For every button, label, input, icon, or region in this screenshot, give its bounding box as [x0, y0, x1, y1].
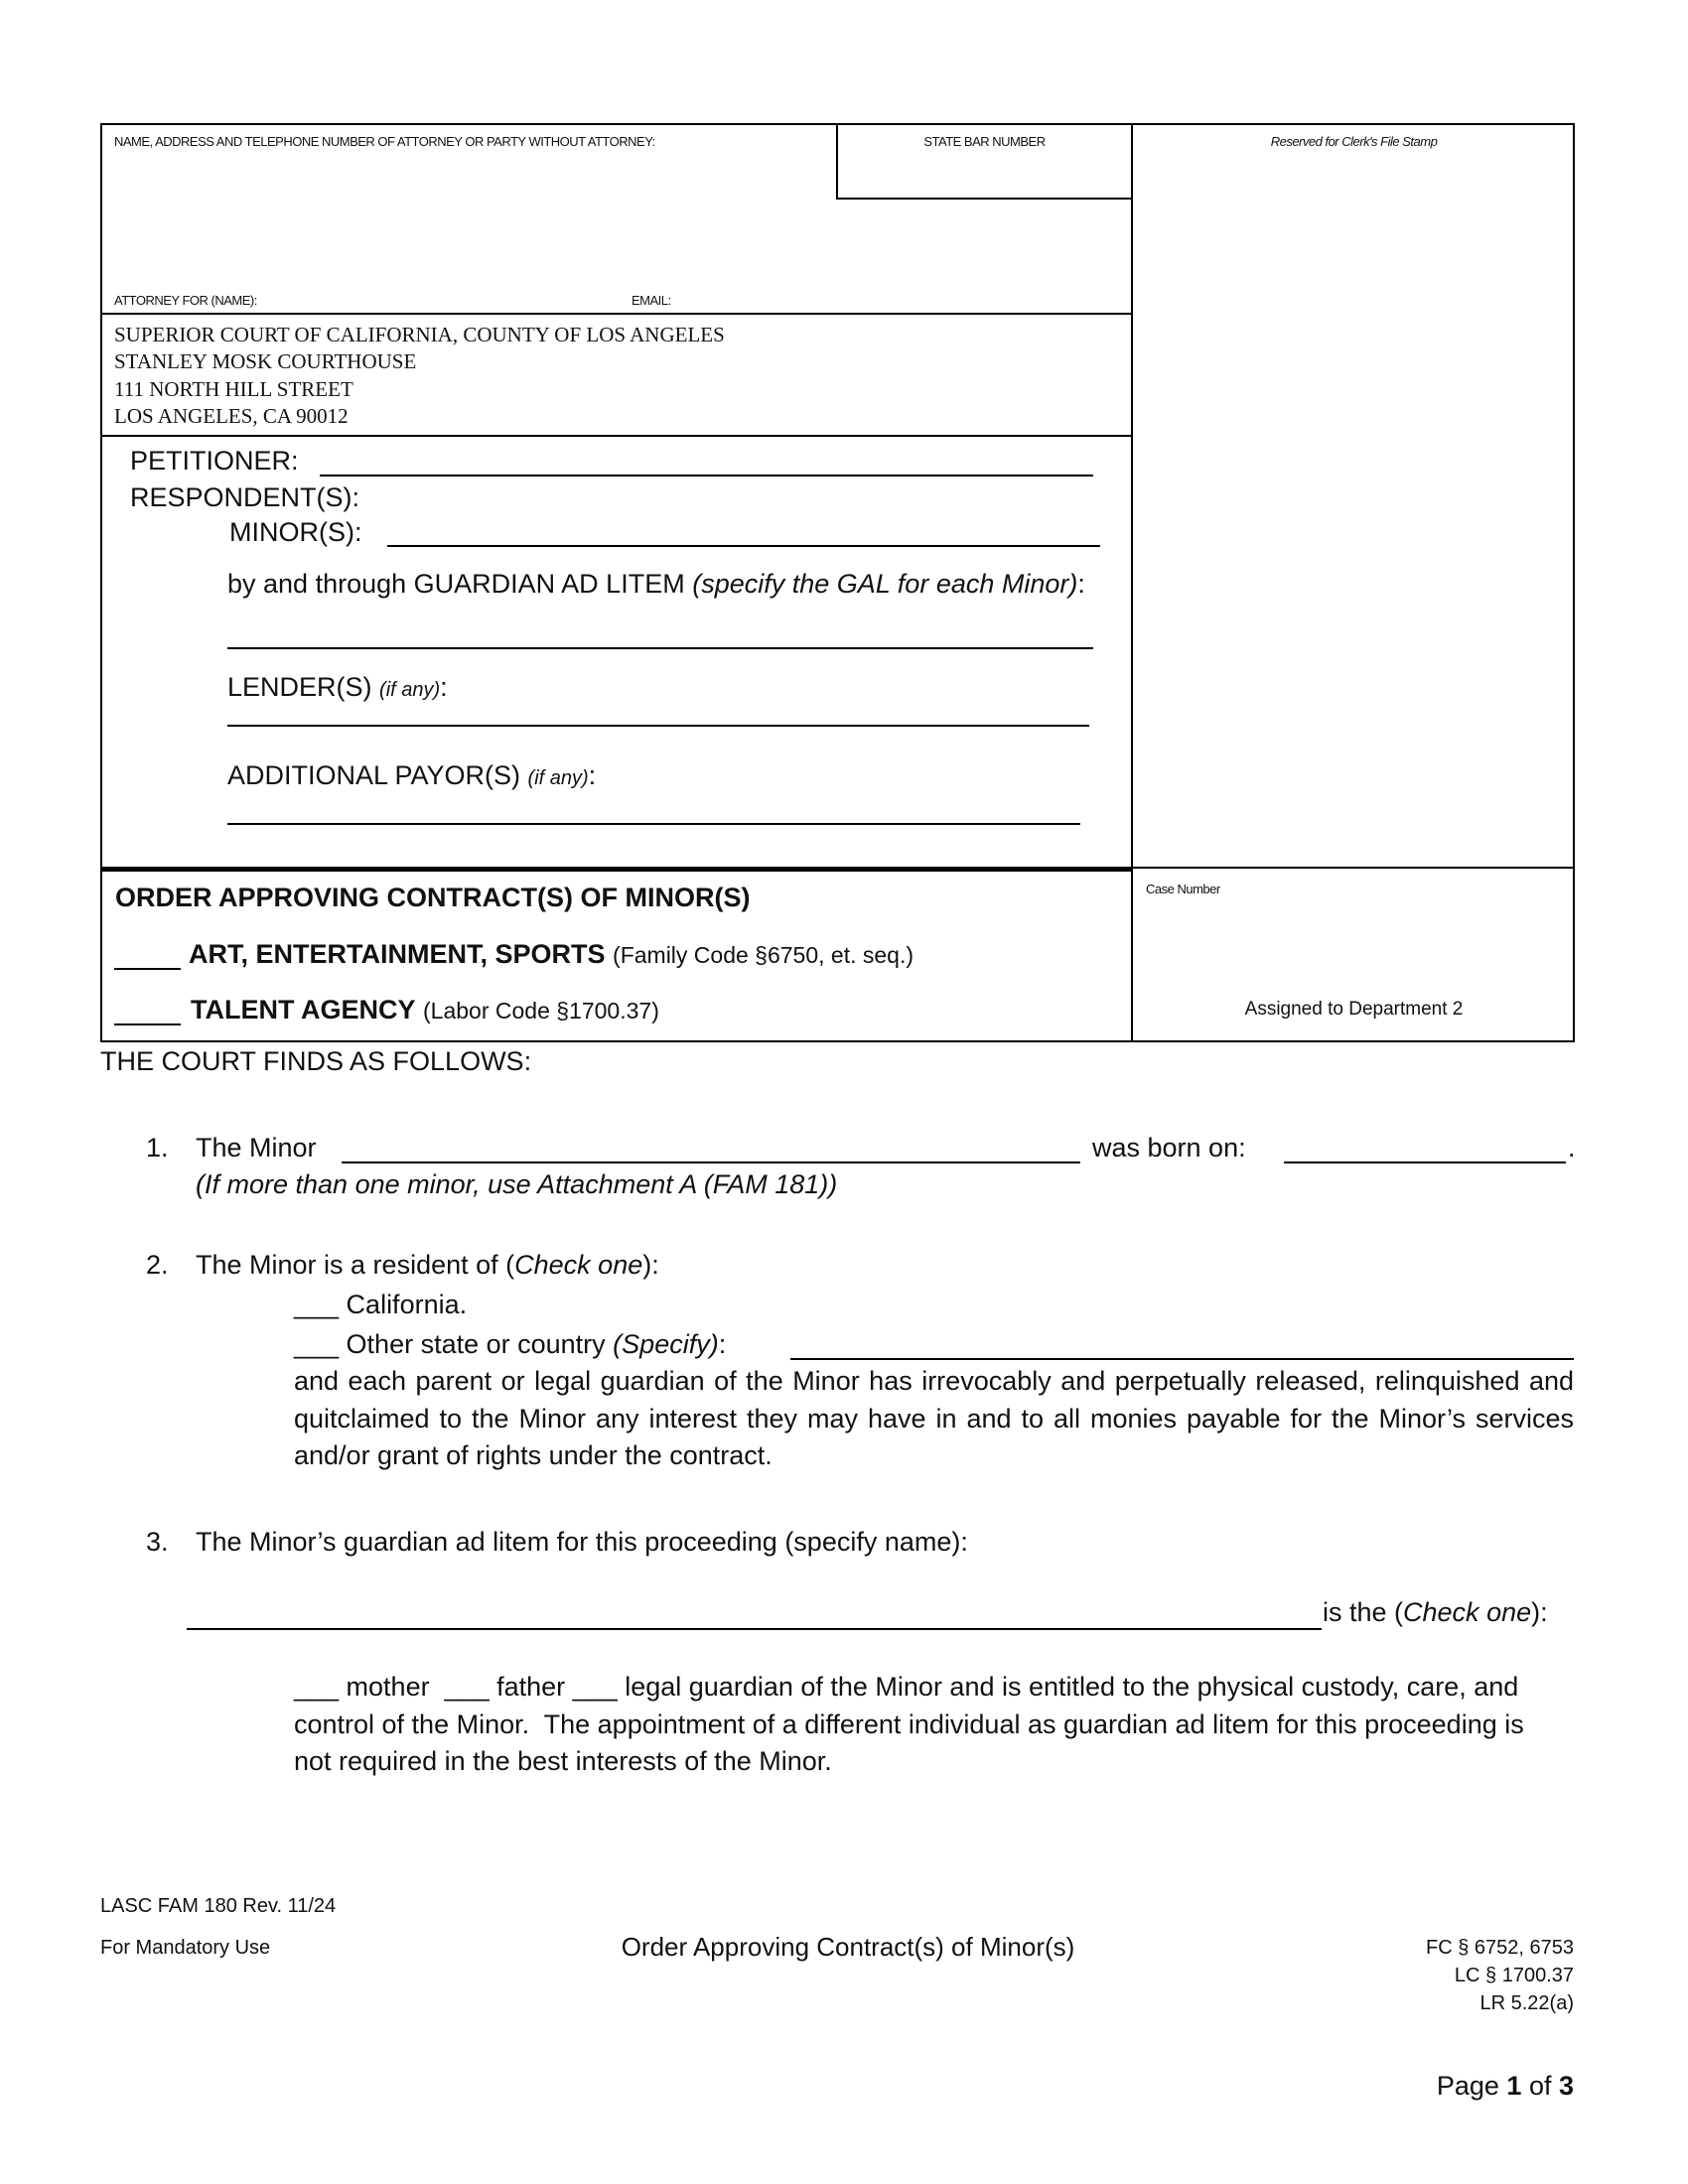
item-1-note: (If more than one minor, use Attachment A (FAM 181)) [196, 1169, 838, 1199]
payors-label [227, 759, 596, 794]
current-page: 1 [1506, 2071, 1522, 2101]
attorney-label: NAME, ADDRESS AND TELEPHONE NUMBER OF ATTORNEY OR PARTY WITHOUT ATTORNEY: [114, 134, 655, 149]
divider [1131, 867, 1575, 869]
payors-field[interactable] [227, 823, 1080, 825]
colon: : [440, 672, 448, 702]
page-label: Page [1436, 2071, 1507, 2101]
item-3-text: The Minor’s guardian ad litem for this proceeding (specify name): [196, 1527, 968, 1557]
art-option [189, 938, 914, 971]
close: ): [1531, 1597, 1548, 1627]
petitioner-label: PETITIONER: [130, 446, 299, 476]
lenders-text: LENDER(S) [227, 672, 380, 702]
attorney-for-label: ATTORNEY FOR (NAME): [114, 293, 257, 308]
lenders-label [227, 671, 448, 706]
assigned-department: Assigned to Department 2 [1244, 999, 1464, 1020]
art-checkbox[interactable] [114, 968, 181, 970]
item-1-number: 1. [146, 1133, 169, 1162]
item-3-number: 3. [146, 1527, 169, 1557]
courthouse: STANLEY MOSK COURTHOUSE [114, 349, 417, 373]
specify-note: (Specify) [613, 1329, 719, 1359]
form-title: ORDER APPROVING CONTRACT(S) OF MINOR(S) [115, 883, 751, 912]
gal-name-field[interactable] [187, 1628, 1322, 1630]
gal-field[interactable] [227, 647, 1093, 649]
footer-title: Order Approving Contract(s) of Minor(s) [621, 1932, 1075, 1962]
birth-date-field[interactable] [1284, 1161, 1566, 1163]
period: . [1568, 1133, 1576, 1162]
item-3-paragraph: ___ mother ___ father ___ legal guardian of the Minor and is entitled to the physical custody, care, and control of the Minor. The appointment of a different individual as guardian ad litem for this proceeding is not required in the best interests of the Minor. [294, 1672, 1532, 1776]
of-label: of [1521, 2071, 1559, 2101]
other-state-label: ___ Other state or country [294, 1329, 614, 1359]
born-on-label: was born on: [1092, 1133, 1246, 1162]
divider [100, 435, 1133, 437]
other-state-option[interactable]: ___ Other state or country (Specify): [294, 1329, 727, 1359]
mandatory-use: For Mandatory Use [100, 1937, 271, 1959]
respondents-label: RESPONDENT(S): [130, 482, 360, 512]
email-label: EMAIL: [632, 293, 671, 308]
form-id: LASC FAM 180 Rev. 11/24 [100, 1895, 337, 1917]
lenders-note: (if any) [379, 679, 441, 701]
lenders-field[interactable] [227, 725, 1089, 727]
art-label: ART, ENTERTAINMENT, SPORTS [189, 939, 606, 969]
ref-fc: FC § 6752, 6753 [1426, 1937, 1574, 1959]
gal-text: by and through GUARDIAN AD LITEM [227, 569, 693, 599]
divider [100, 313, 1133, 315]
talent-label: TALENT AGENCY [191, 995, 416, 1024]
colon: : [588, 760, 597, 790]
check-one: Check one [1403, 1597, 1532, 1627]
divider [100, 867, 1133, 872]
item-2-b: ): [642, 1250, 659, 1280]
court-street: 111 NORTH HILL STREET [114, 377, 353, 401]
item-2-text [196, 1249, 659, 1281]
case-number-label: Case Number [1146, 882, 1220, 896]
state-bar-label: STATE BAR NUMBER [923, 134, 1046, 149]
is-the: is the ( [1323, 1597, 1404, 1627]
colon: : [1077, 569, 1085, 599]
court-city: LOS ANGELES, CA 90012 [114, 404, 349, 428]
page-number [1437, 2071, 1574, 2102]
findings-heading: THE COURT FINDS AS FOLLOWS: [100, 1046, 532, 1076]
other-state-field[interactable] [790, 1358, 1574, 1360]
item-2-number: 2. [146, 1250, 169, 1280]
check-one: Check one [514, 1250, 643, 1280]
divider [1131, 123, 1133, 1042]
total-pages: 3 [1558, 2071, 1574, 2101]
gal-note: (specify the GAL for each Minor) [692, 569, 1078, 599]
payors-text: ADDITIONAL PAYOR(S) [227, 760, 528, 790]
payors-note: (if any) [527, 767, 589, 789]
petitioner-field[interactable] [320, 475, 1093, 477]
gal-label [227, 568, 1085, 600]
talent-option [191, 994, 659, 1026]
talent-checkbox[interactable] [114, 1024, 181, 1025]
minors-label: MINOR(S): [229, 517, 362, 547]
item-1-text: The Minor [196, 1133, 317, 1162]
california-option[interactable]: ___ California. [294, 1290, 468, 1319]
ref-lc: LC § 1700.37 [1454, 1965, 1574, 1986]
talent-code: (Labor Code §1700.37) [423, 998, 659, 1024]
item-2-a: The Minor is a resident of ( [196, 1250, 515, 1280]
is-the-label [1323, 1596, 1548, 1628]
ref-lr: LR 5.22(a) [1479, 1992, 1574, 2014]
court-name: SUPERIOR COURT OF CALIFORNIA, COUNTY OF LOS ANGELES [114, 323, 725, 346]
art-code: (Family Code §6750, et. seq.) [613, 942, 914, 968]
minors-field[interactable] [387, 545, 1100, 547]
item-2-paragraph: and each parent or legal guardian of the Minor has irrevocably and perpetually released, relinquished and quitclaimed to the Minor any interest they may have in and to all monies payable for the Minor’s services and/or grant of rights under the contract. [294, 1366, 1574, 1470]
minor-name-field[interactable] [342, 1161, 1080, 1163]
clerk-stamp-label: Reserved for Clerk's File Stamp [1270, 134, 1438, 149]
